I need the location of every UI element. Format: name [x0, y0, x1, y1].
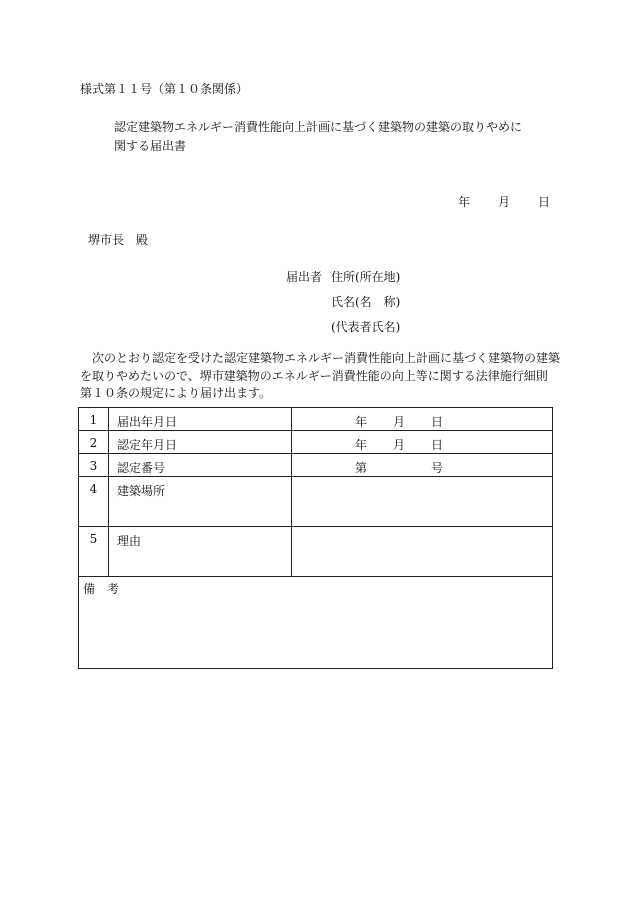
date-month: 月: [498, 195, 511, 209]
construction-location-value[interactable]: [292, 477, 553, 527]
document-title-line-1: 認定建築物エネルギー消費性能向上計画に基づく建築物の建築の取りやめに: [114, 120, 523, 134]
row-label: 認定番号: [109, 454, 292, 477]
submitter-representative-field: (代表者氏名): [331, 320, 401, 334]
date-day: 日: [431, 438, 444, 452]
table-row: [79, 477, 553, 527]
table-row: [79, 431, 553, 454]
row-label: 届出年月日: [109, 408, 292, 431]
certification-number-value[interactable]: [292, 454, 553, 477]
table-row: [79, 527, 553, 577]
remarks-field[interactable]: [79, 577, 553, 669]
body-line-2: を取りやめたいので、堺市建築物のエネルギー消費性能の向上等に関する法律施行細則: [80, 368, 548, 383]
submission-date-line: [458, 193, 550, 210]
row-number: 3: [79, 454, 109, 477]
date-year: 年: [355, 415, 368, 429]
submitter-address-field: 住所(所在地): [331, 270, 401, 284]
date-month: 月: [393, 438, 406, 452]
notification-date-value[interactable]: [292, 408, 553, 431]
reason-value[interactable]: [292, 527, 553, 577]
document-title-line-2: 関する届出書: [114, 139, 187, 153]
certification-date-value[interactable]: [292, 431, 553, 454]
row-number: 5: [79, 527, 109, 577]
row-label: 建築場所: [109, 477, 292, 527]
addressee: 堺市長 殿: [88, 233, 149, 247]
submitter-name-field: 氏名(名 称): [331, 295, 401, 309]
row-number: 1: [79, 408, 109, 431]
body-paragraph: [80, 350, 561, 403]
date-month: 月: [393, 415, 406, 429]
remarks-label: 備 考: [83, 582, 120, 596]
form-number: 様式第１１号（第１０条関係）: [80, 82, 249, 96]
number-suffix: 号: [431, 461, 444, 475]
application-table: [78, 407, 553, 669]
table-row: [79, 408, 553, 431]
date-year: 年: [458, 195, 471, 209]
table-row: [79, 454, 553, 477]
date-day: 日: [431, 415, 444, 429]
number-prefix: 第: [355, 461, 368, 475]
remarks-row: [79, 577, 553, 669]
row-label: 認定年月日: [109, 431, 292, 454]
row-label: 理由: [109, 527, 292, 577]
body-line-3: 第１０条の規定により届け出ます。: [80, 386, 272, 400]
row-number: 4: [79, 477, 109, 527]
submitter-label: 届出者: [286, 270, 323, 284]
date-year: 年: [355, 438, 368, 452]
date-day: 日: [538, 195, 551, 209]
body-line-1: 次のとおり認定を受けた認定建築物エネルギー消費性能向上計画に基づく建築物の建築: [92, 351, 561, 365]
row-number: 2: [79, 431, 109, 454]
